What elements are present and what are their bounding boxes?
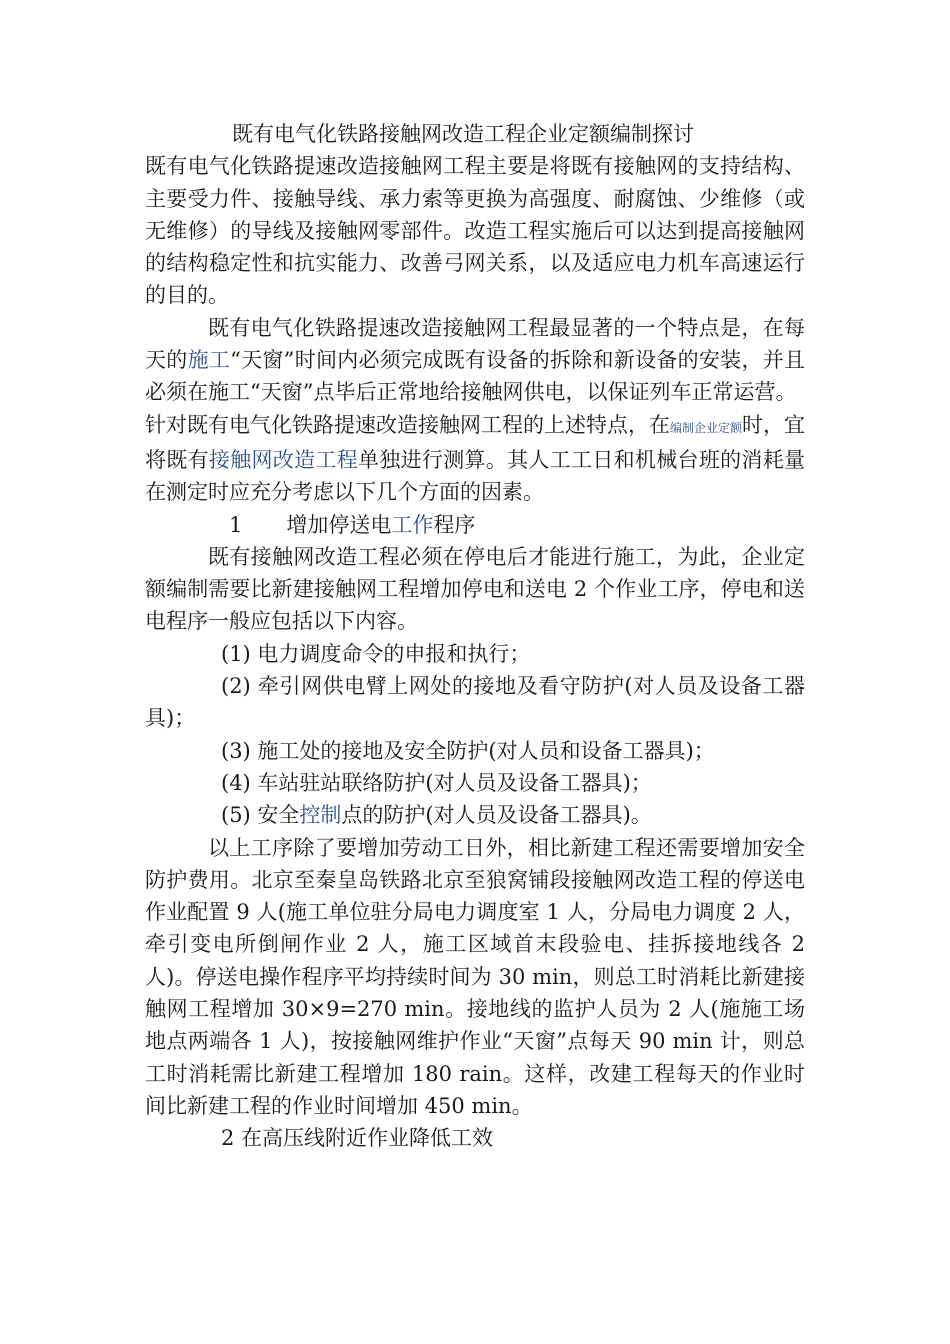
link-construction[interactable]: 施工 — [187, 348, 231, 373]
list-item-1: (1) 电力调度命令的申报和执行； — [221, 641, 531, 666]
paragraph-intro: 既有电气化铁路提速改造接触网工程主要是将既有接触网的支持结构、主要受力件、接触导线、承力索等更换为高强度、耐腐蚀、少维修（或无维修）的导线及接触网零部件。改造工程实施后可以达到提高接触网的结构稳定性和抗实能力、改善弓网关系，以及适应电力机车高速运行的目的。 — [145, 154, 805, 308]
section-heading-1-text-a: 增加停送电 — [286, 512, 392, 537]
paragraph-measurement-text-b: 时，宜将既有 — [145, 412, 806, 472]
paragraph-feature-text-a: 既有电气化铁路提速改造接触网工程最显著的一个特点是，在每天的 — [145, 315, 805, 373]
link-work[interactable]: 工作 — [391, 512, 434, 537]
section-heading-1-text-b: 程序 — [433, 512, 476, 537]
list-item-3: (3) 施工处的接地及安全防护(对人员和设备工器具)； — [221, 738, 715, 763]
link-control[interactable]: 控制 — [299, 803, 342, 828]
paragraph-feature — [145, 312, 805, 409]
list-item-5 — [145, 799, 805, 831]
list-item-5-text-b: 点的防护(对人员及设备工器具)。 — [341, 803, 652, 828]
document-page — [145, 118, 805, 1155]
paragraph-measurement-text-a: 针对既有电气化铁路提速改造接触网工程的上述特点，在 — [145, 412, 670, 437]
paragraph-case-study: 以上工序除了要增加劳动工日外，相比新建工程还需要增加安全防护费用。北京至秦皇岛铁路北京至狼窝铺段接触网改造工程的停送电作业配置 9 人(施工单位驻分局电力调度室 1 人，分局电力调度 2 人，牵引变电所倒闸作业 2 人，施工区域首末段验电、挂拆接地线各 2 人)。停送电操作程序平均持续时间为 30 min，则总工时消耗比新建接触网工程增加 30×9=270 min。接地线的监护人员为 2 人(施施工场地点两端各 1 人)，按接触网维护作业“天窗”点每天 90 min 计，则总工时消耗需比新建工程增加 180 rain。这样，改建工程每天的作业时间比新建工程的作业时间增加 450 min。 — [145, 835, 805, 1118]
section-heading-1 — [145, 509, 805, 541]
section-number-1: 1 — [229, 512, 243, 537]
paragraph-feature-text-b: “天窗”时间内必须完成既有设备的拆除和新设备的安装，并且必须在施工“天窗”点毕后正常地给接触网供电，以保证列车正常运营。 — [145, 348, 806, 405]
document-title: 既有电气化铁路接触网改造工程企业定额编制探讨 — [232, 122, 694, 146]
paragraph-measurement — [145, 409, 805, 509]
paragraph-power-outage: 既有接触网改造工程必须在停电后才能进行施工，为此，企业定额编制需要比新建接触网工程增加停电和送电 2 个作业工序，停电和送电程序一般应包括以下内容。 — [145, 544, 805, 634]
section-heading-2: 2 在高压线附近作业降低工效 — [221, 1126, 494, 1151]
link-catenary-renovation[interactable]: 接触网改造工程 — [208, 447, 359, 472]
list-item-5-text-a: (5) 安全 — [221, 803, 300, 828]
list-item-2: (2) 牵引网供电臂上网处的接地及看守防护(对人员及设备工器具)； — [145, 674, 805, 731]
paragraph-measurement-text-c: 单独进行测算。其人工工日和机械台班的消耗量在测定时应充分考虑以下几个方面的因素。 — [145, 447, 806, 505]
list-item-4: (4) 车站驻站联络防护(对人员及设备工器具)； — [221, 770, 652, 795]
link-enterprise-quota[interactable]: 编制企业定额 — [670, 420, 743, 435]
